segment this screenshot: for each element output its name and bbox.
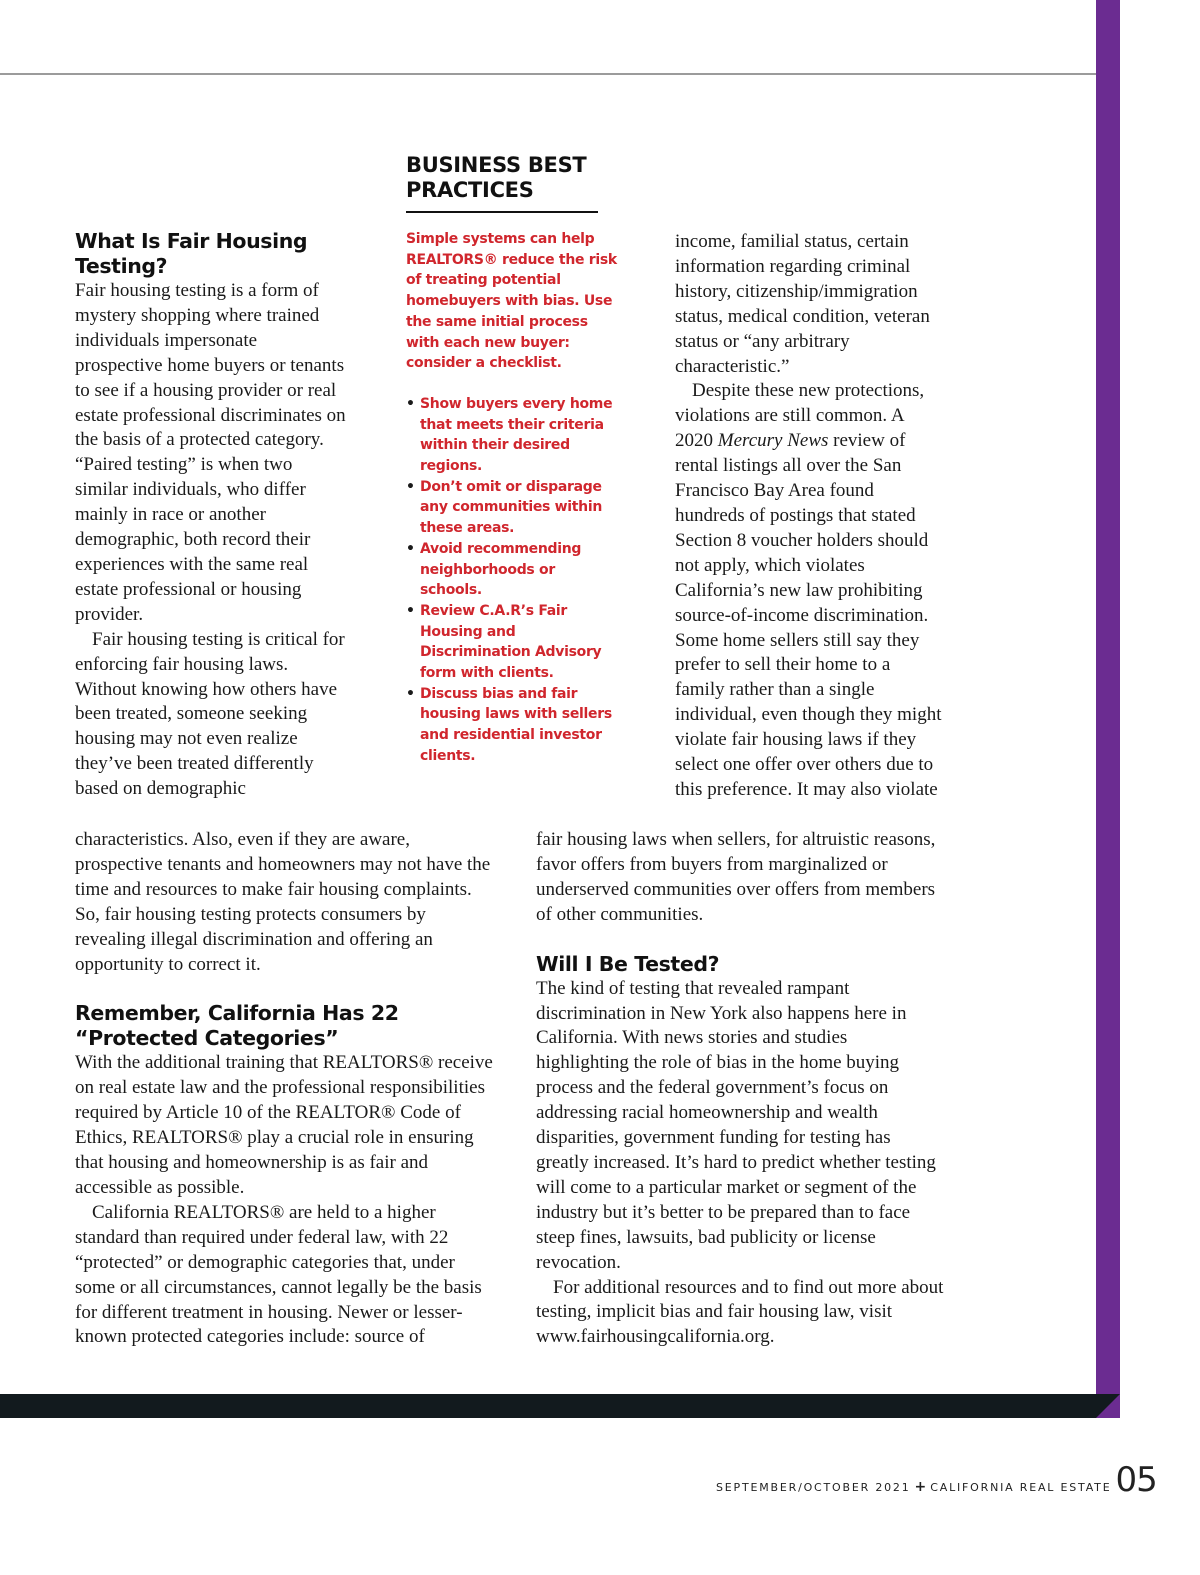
checklist-item: • Show buyers every home that meets their criteria within their desired regions. [406,394,620,477]
sidebar-checklist [406,394,620,767]
left-column-upper [75,229,347,802]
purple-edge-bar [1096,0,1120,1418]
heading-protected-categories-line1: Remember, California Has 22 [75,1001,399,1026]
right-paragraph2-continued: fair housing laws when sellers, for altruistic reasons, favor offers from buyers from marginalized or underserved communities over offers from members of other communities. [536,829,936,925]
right-paragraph2-b: review of rental listings all over the San Francisco Bay Area found hundreds of postings that stated Section 8 voucher holders should not apply, which violates California’s new law prohibiting source-of-income discrimination. Some home sellers still say they prefer to sell their home to a family rather than a single individual, even though they might violate fair housing laws if they select one offer over others due to this preference. It may also violate [675,430,942,800]
checklist-item: • Review C.A.R’s Fair Housing and Discrimination Advisory form with clients. [406,601,620,684]
section1-paragraph1: Fair housing testing is a form of mystery shopping where trained individuals impersonate prospective home buyers or tenants to see if a housing provider or real estate professional discriminates on the basis of a protected category. “Paired testing” is when two similar individuals, who differ mainly in race or another demographic, both record their experiences with the same real estate professional or housing provider. [75,280,346,625]
sidebar-title-line1: BUSINESS BEST [406,153,587,177]
checklist-item: • Discuss bias and fair housing laws with sellers and residential investor clients. [406,684,620,767]
section3-paragraph2: For additional resources and to find out more about testing, implicit bias and fair housing law, visit www.fairhousingcalifornia.org. [536,1276,944,1348]
right-paragraph2-a: Despite these new protections, violations are still common. A 2020 [675,380,925,452]
section3-paragraph1: The kind of testing that revealed rampant discrimination in New York also happens here in California. With news stories and studies highlighting the role of bias in the home buying process and the federal government’s focus on addressing racial homeownership and wealth disparities, government funding for testing has greatly increased. It’s hard to predict whether testing will come to a particular market or segment of the industry but it’s better to be prepared than to face steep fines, lawsuits, bad publicity or license revocation. [536,977,936,1273]
top-rule [0,73,1096,75]
bottom-band-corner [1096,1394,1120,1418]
sidebar-title-line2: PRACTICES [406,178,534,202]
footer-magazine: CALIFORNIA REAL ESTATE [930,1481,1112,1494]
checklist-item: • Avoid recommending neighborhoods or schools. [406,539,620,601]
heading-protected-categories-line2: “Protected Categories” [75,1026,339,1051]
sidebar-intro: Simple systems can help REALTORS® reduce the risk of treating potential homebuyers with bias. Use the same initial process with each new buyer: consider a checklist. [406,231,617,372]
right-column-lower [536,828,944,1350]
right-column-upper [675,230,943,803]
section1-paragraph2-continued: characteristics. Also, even if they are aware, prospective tenants and homeowners may not have the time and resources to make fair housing complaints. So, fair housing testing protects consumers by revealing illegal discrimination and offering an opportunity to correct it. [75,829,491,975]
sidebar-title [406,153,598,203]
right-paragraph2 [675,379,943,802]
mercury-news-title: Mercury News [717,430,829,452]
page-footer [716,1460,1157,1500]
left-column-lower [75,828,499,1350]
footer-separator: + [914,1479,927,1495]
sidebar-title-rule [406,211,598,213]
section1-paragraph2: Fair housing testing is critical for enforcing fair housing laws. Without knowing how others have been treated, someone seeking housing may not even realize they’ve been treated differently based on demographic [75,628,345,800]
sidebar-body [406,229,620,767]
page-number: 05 [1115,1460,1157,1500]
checklist-item: • Don’t omit or disparage any communities within these areas. [406,477,620,539]
section2-paragraph2: California REALTORS® are held to a higher standard than required under federal law, with 22 “protected” or demographic categories that, under some or all circumstances, cannot legally be the basis for different treatment in housing. Newer or lesser-known protected categories include: source of [75,1201,482,1348]
heading-what-is-fair-housing-testing: What Is Fair Housing Testing? [75,229,308,278]
right-paragraph1: income, familial status, certain information regarding criminal history, citizenship/immigration status, medical condition, veteran status or “any arbitrary characteristic.” [675,231,930,377]
heading-will-i-be-tested: Will I Be Tested? [536,951,720,976]
bottom-dark-band [0,1394,1096,1418]
heading-protected-categories [75,1001,499,1051]
section2-paragraph1: With the additional training that REALTORS® receive on real estate law and the professional responsibilities required by Article 10 of the REALTOR® Code of Ethics, REALTORS® play a crucial role in ensuring that housing and homeownership is as fair and accessible as possible. [75,1052,493,1198]
footer-issue: SEPTEMBER/OCTOBER 2021 [716,1481,911,1494]
